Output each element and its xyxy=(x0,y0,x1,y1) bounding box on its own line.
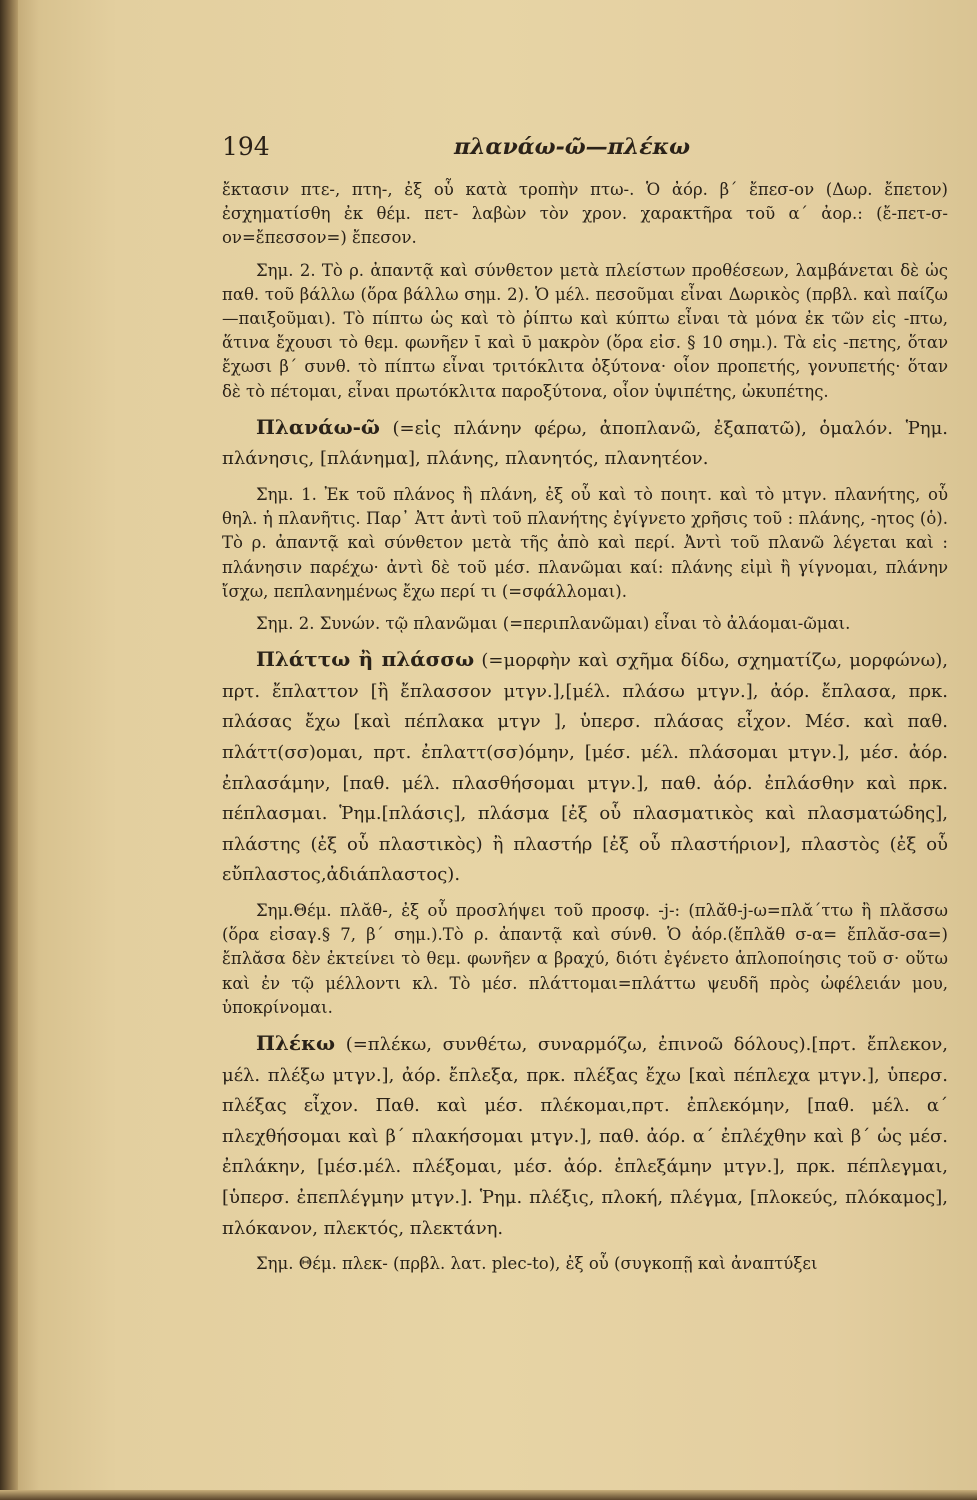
entry-body: (=εἰς πλάνην φέρω, ἀποπλανῶ, ἐξαπατῶ), ὁμαλόν. Ῥημ. πλάνησις, [πλάνημα], πλάνης, πλανητός, πλανητέον. xyxy=(222,417,948,470)
running-title: πλανάω-ῶ—πλέκω xyxy=(454,134,691,160)
entry-headword: Πλάττω ἢ πλάσσω xyxy=(256,647,475,672)
note-planao-1: Σημ. 1. Ἐκ τοῦ πλάνος ἢ πλάνη, ἐξ οὗ καὶ τὸ ποιητ. καὶ τὸ μτγν. πλανήτης, οὗ θηλ. ἡ πλανῆτις. Παρ᾽ Ἀττ ἀντὶ τοῦ πλανήτης ἐγίγνετο χρῆσις τοῦ : πλάνης, -ητος (ὁ). Τὸ ρ. ἀπαντᾷ καὶ σύνθετον μετὰ τῆς ἀπὸ καὶ περί. Ἀντὶ τοῦ πλανῶ λέγεται καὶ : πλάνησιν παρέχω· ἀντὶ δὲ τοῦ μέσ. πλανῶμαι καί: πλάνης εἰμὶ ἢ γίγνομαι, πλάνην ἴσχω, πεπλανημένως ἔχω περί τι (=σφάλλομαι). xyxy=(222,485,948,601)
note-platto: Σημ.Θέμ. πλᾰθ-, ἐξ οὗ προσλήψει τοῦ προσφ. -j-: (πλᾰθ-j-ω=πλᾰ΄ττω ἢ πλᾰσσω (ὅρα εἰσαγ.§ 7, β΄ σημ.).Τὸ ρ. ἀπαντᾷ καὶ σύνθ. Ὁ ἀόρ.(ἔπλᾰθ σ-α= ἔπλᾰσ-σα=) ἔπλᾰσα δὲν ἐκτείνει τὸ θεμ. φωνῆεν α βραχύ, διότι ἐγένετο ἁπλοποίησις τοῦ σ· οὕτω καὶ ἐν τῷ μέλλοντι κλ. Τὸ μέσ. πλάττομαι=πλάττω ψευδῆ πρὸς ὠφέλειάν μου, ὑποκρίνομαι. xyxy=(222,900,948,1017)
entry-pleko xyxy=(222,1028,948,1244)
entry-headword: Πλέκω xyxy=(256,1031,336,1055)
page-text xyxy=(222,178,948,1284)
note-pleko: Σημ. Θέμ. πλεκ- (πρβλ. λατ. plec-to), ἐξ οὗ (συγκοπῇ καὶ ἀναπτύξει xyxy=(256,1254,818,1274)
page-bottom-edge xyxy=(0,1490,977,1500)
note-continuation: ἔκτασιν πτε-, πτη-, ἐξ οὗ κατὰ τροπὴν πτω-. Ὁ ἀόρ. β΄ ἔπεσ-ον (Δωρ. ἔπετον) ἐσχηματίσθη ἐκ θέμ. πετ- λαβὼν τὸν χρον. χαρακτῆρα τοῦ α΄ ἀορ.: (ἔ-πετ-σ-ον=ἔπεσσον=) ἔπεσον. xyxy=(222,180,948,248)
entry-body: (=πλέκω, συνθέτω, συναρμόζω, ἐπινοῶ δόλους).[πρτ. ἔπλεκον, μέλ. πλέξω μτγν.], ἀόρ. ἔπλεξα, πρκ. πλέξας ἔχω [καὶ πέπλεχα μτγν.], ὑπερσ. πλέξας εἶχον. Παθ. καὶ μέσ. πλέκομαι,πρτ. ἐπλεκόμην, [παθ. μέλ. α΄ πλεχθήσομαι καὶ β΄ πλακήσομαι μτγν.], παθ. ἀόρ. α΄ ἐπλέχθην καὶ β΄ ὡς μέσ. ἐπλάκην, [μέσ.μέλ. πλέξομαι, μέσ. ἀόρ. ἐπλεξάμην μτγν.], πρκ. πέπλεγμαι, [ὑπερσ. ἐπεπλέγμην μτγν.]. Ῥημ. πλέξις, πλοκή, πλέγμα, [πλοκεύς, πλόκαμος], πλόκανον, πλεκτός, πλεκτάνη. xyxy=(222,1034,948,1239)
book-spine-shadow xyxy=(0,0,18,1500)
note-2: Σημ. 2. Τὸ ρ. ἀπαντᾷ καὶ σύνθετον μετὰ πλείστων προθέσεων, λαμβάνεται δὲ ὡς παθ. τοῦ βάλλω (ὅρα βάλλω σημ. 2). Ὁ μέλ. πεσοῦμαι εἶναι Δωρικὸς (πρβλ. καὶ παίζω—παιξοῦμαι). Τὸ πίπτω ὡς καὶ τὸ ῥίπτω καὶ κύπτω εἶναι τὰ μόνα ἐκ τῶν εἰς -πτω, ἅτινα ἔχουσι τὸ θεμ. φωνῆεν ῑ καὶ ῡ μακρὸν (ὅρα εἰσ. § 10 σημ.). Τὰ εἰς -πετης, ὅταν ἔχωσι β΄ συνθ. τὸ πίπτω εἶναι τριτόκλιτα ὀξύτονα· οἷον προπετής, γονυπετής· ὅταν δὲ τὸ πέτομαι, εἶναι πρωτόκλιτα παροξύτονα, οἷον ὑψιπέτης, ὠκυπέτης. xyxy=(222,260,948,401)
entry-body: (=μορφὴν καὶ σχῆμα δίδω, σχηματίζω, μορφώνω), πρτ. ἔπλαττον [ἢ ἔπλασσον μτγν.],[μέλ. πλάσω μτγν.], ἀόρ. ἔπλασα, πρκ. πλάσας ἔχω [καὶ πέπλακα μτγν ], ὑπερσ. πλάσας εἶχον. Μέσ. καὶ παθ. πλάττ(σσ)ομαι, πρτ. ἐπλαττ(σσ)όμην, [μέσ. μέλ. πλάσομαι μτγν.], μέσ. ἀόρ. ἐπλασάμην, [παθ. μέλ. πλασθήσομαι μτγν.], παθ. ἀόρ. ἐπλάσθην καὶ πρκ. πέπλασμαι. Ῥημ.[πλάσις], πλάσμα [ἐξ οὗ πλασματικὸς καὶ πλασματώδης], πλάστης (ἐξ οὗ πλαστικὸς) ἢ πλαστήρ [ἐξ οὗ πλαστήριον], πλαστὸς (ἐξ οὗ εὔπλαστος,ἀδιάπλαστος). xyxy=(222,650,948,886)
entry-headword: Πλανάω-ῶ xyxy=(256,414,380,439)
note-planao-2: Σημ. 2. Συνών. τῷ πλανῶμαι (=περιπλανῶμαι) εἶναι τὸ ἀλάομαι-ῶμαι. xyxy=(256,614,851,634)
entry-planao xyxy=(222,412,948,475)
page-number: 194 xyxy=(222,132,270,161)
entry-platto xyxy=(222,644,948,891)
page-header xyxy=(222,132,922,172)
